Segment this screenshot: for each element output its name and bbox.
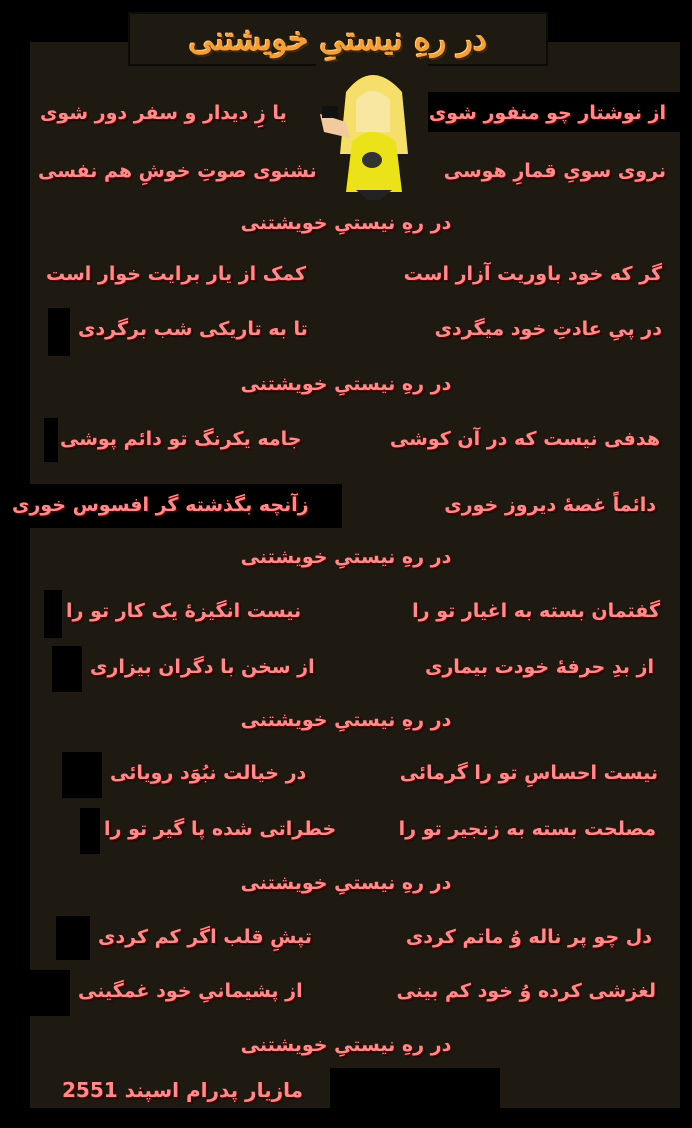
verse-right: مصلحت بسته به زنجیر تو را: [398, 818, 656, 840]
verse-left: نشنوی صوتِ خوشِ هم نفسی: [38, 160, 317, 182]
refrain: در رهِ نیستیِ خویشتنی: [240, 872, 452, 894]
verse-left: از سخن با دگران بیزاری: [90, 656, 315, 678]
verse-right: لغزشی کرده وُ خود کم بینی: [396, 980, 656, 1002]
verse-left: کمک از یار برایت خوار است: [46, 263, 307, 285]
verse-left: در خیالت نبُوَد رویائی: [110, 762, 307, 784]
verse-left: تا به تاریکی شب برگردی: [78, 318, 308, 340]
verse-left: زآنچه بگذشته گر افسوس خوری: [12, 494, 309, 516]
verse-left: از پشیمانیِ خود غمگینی: [78, 980, 303, 1002]
verse-left: نیست انگیزهٔ یک کار تو را: [66, 600, 302, 622]
verse-left: جامه یکرنگ تو دائم پوشی: [60, 428, 302, 450]
poem-title: در رهِ نیستیِ خویشتنی: [128, 12, 548, 66]
verse-right: از نوشتار چو منفور شوی: [428, 102, 666, 124]
verse-right: هدفی نیست که در آن کوشی: [389, 428, 660, 450]
verse-left: تپشِ قلب اگر کم کردی: [98, 926, 312, 948]
girl-illustration: [316, 62, 428, 202]
verse-right: گر که خود باوریت آزار است: [403, 263, 662, 285]
verse-left: یا زِ دیدار و سفر دور شوی: [40, 102, 287, 124]
verse-right: گفتمان بسته به اغیار تو را: [412, 600, 660, 622]
refrain: در رهِ نیستیِ خویشتنی: [240, 212, 452, 234]
refrain: در رهِ نیستیِ خویشتنی: [240, 546, 452, 568]
refrain: در رهِ نیستیِ خویشتنی: [240, 709, 452, 731]
refrain: در رهِ نیستیِ خویشتنی: [240, 1034, 452, 1056]
verse-left: خطراتی شده پا گیر تو را: [104, 818, 337, 840]
verse-right: دل چو پر ناله وُ ماتم کردی: [405, 926, 652, 948]
verse-right: از بدِ حرفهٔ خودت بیماری: [424, 656, 654, 678]
verse-right: دائماً غصهٔ دیروز خوری: [444, 494, 656, 516]
signature: مازیار پدرام اسپند 2551: [62, 1078, 303, 1102]
verse-right: در پیِ عادتِ خود میگردی: [434, 318, 662, 340]
verse-right: نیست احساسِ تو را گرمائی: [399, 762, 658, 784]
verse-right: نروی سویِ قمارِ هوسی: [443, 160, 666, 182]
refrain: در رهِ نیستیِ خویشتنی: [240, 373, 452, 395]
